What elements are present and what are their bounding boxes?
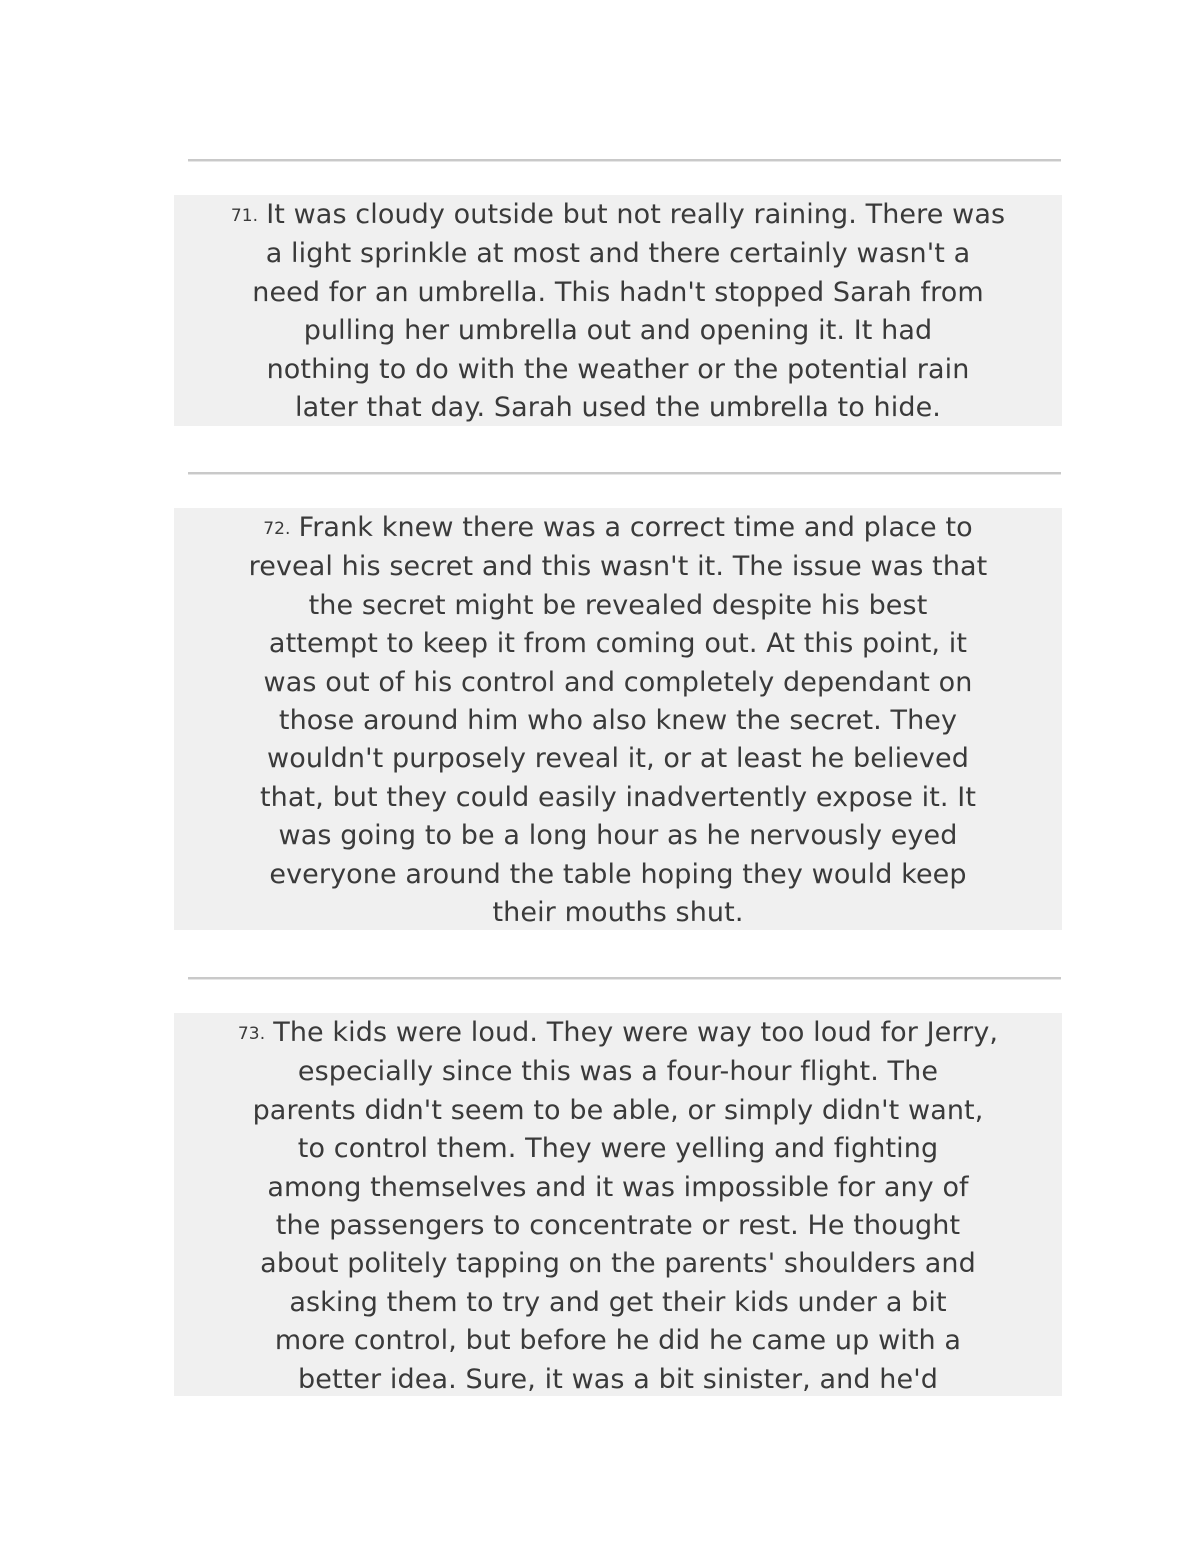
paragraph-line: [174, 1014, 1062, 1053]
paragraph-line: better idea. Sure, it was a bit sinister, and he'd: [298, 1363, 938, 1395]
paragraph-73: [174, 1013, 1062, 1396]
paragraph-line: need for an umbrella. This hadn't stopped Sarah from: [252, 276, 984, 308]
paragraph-block-72: [174, 508, 1062, 930]
line-text: The kids were loud. They were way too loud for Jerry,: [273, 1017, 999, 1048]
paragraph-line: among themselves and it was impossible for any of: [267, 1171, 969, 1203]
paragraph-line: their mouths shut.: [492, 897, 744, 929]
paragraph-line: pulling her umbrella out and opening it. It had: [303, 315, 933, 347]
paragraph-line: everyone around the table hoping they would keep: [269, 858, 967, 890]
paragraph-number: 71.: [230, 206, 259, 226]
paragraph-line: those around him who also knew the secret. They: [278, 705, 958, 737]
paragraph-line: asking them to try and get their kids under a bit: [289, 1286, 947, 1318]
paragraph-line: attempt to keep it from coming out. At this point, it: [268, 628, 968, 660]
paragraph-line: reveal his secret and this wasn't it. The issue was that: [248, 551, 988, 583]
line-text: It was cloudy outside but not really raining. There was: [266, 199, 1006, 230]
paragraph-line: to control them. They were yelling and fighting: [297, 1133, 939, 1165]
paragraph-line: the secret might be revealed despite his best: [308, 589, 928, 621]
paragraph-line: more control, but before he did he came up with a: [274, 1325, 962, 1357]
paragraph-line: about politely tapping on the parents' shoulders and: [260, 1248, 976, 1280]
paragraph-line: a light sprinkle at most and there certainly wasn't a: [265, 238, 971, 270]
paragraph-line: was out of his control and completely dependant on: [263, 666, 973, 698]
paragraph-line: later that day. Sarah used the umbrella to hide.: [295, 392, 941, 424]
paragraph-line: [174, 196, 1062, 235]
paragraph-line: that, but they could easily inadvertently expose it. It: [259, 781, 977, 813]
paragraph-number: 72.: [263, 519, 291, 539]
paragraph-line: was going to be a long hour as he nervously eyed: [278, 820, 958, 852]
divider-71: [188, 159, 1061, 162]
paragraph-number: 73.: [237, 1024, 266, 1044]
paragraph-72: [174, 508, 1062, 930]
paragraph-71: [174, 195, 1062, 426]
paragraph-line: nothing to do with the weather or the potential rain: [266, 353, 970, 385]
paragraph-block-73: [174, 1013, 1062, 1396]
paragraph-line: parents didn't seem to be able, or simply didn't want,: [252, 1094, 984, 1126]
paragraph-line: [174, 509, 1062, 548]
paragraph-line: especially since this was a four-hour flight. The: [297, 1056, 939, 1088]
divider-73: [188, 977, 1061, 980]
paragraph-block-71: [174, 195, 1062, 426]
line-text: Frank knew there was a correct time and place to: [298, 512, 973, 543]
divider-72: [188, 472, 1061, 475]
paragraph-line: the passengers to concentrate or rest. He thought: [275, 1210, 961, 1242]
paragraph-line: wouldn't purposely reveal it, or at least he believed: [267, 743, 969, 775]
